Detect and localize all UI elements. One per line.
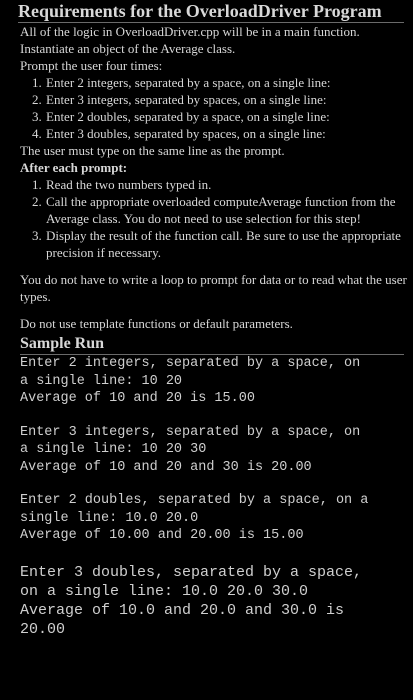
console-line: a single line: 10 20 30	[20, 442, 207, 457]
step-item: 2. Call the appropriate overloaded computeAverage function from the Average class. You do not need to use selection for this step!	[32, 194, 396, 226]
prompt-item: 1. Enter 2 integers, separated by a space, on a single line:	[32, 75, 331, 90]
sample-run-block	[20, 492, 407, 545]
intro-line-2: Instantiate an object of the Average class.	[20, 41, 236, 56]
console-line: a single line: 10 20	[20, 373, 183, 389]
prompt-item: 3. Enter 2 doubles, separated by a space, on a single line:	[32, 109, 330, 124]
after-prompt-heading: After each prompt:	[20, 160, 128, 175]
sample-run-block	[20, 355, 407, 408]
step-item: 1. Read the two numbers typed in.	[32, 177, 212, 192]
console-line: Enter 3 doubles, separated by a space,	[20, 563, 363, 581]
prompt-list	[32, 74, 409, 142]
step-list	[32, 176, 409, 261]
sample-run-block	[20, 424, 407, 477]
intro-line-3: Prompt the user four times:	[20, 58, 163, 73]
step-item: 3. Display the result of the function call. Be sure to use the appropriate precision if necessary.	[32, 228, 401, 260]
console-line: Enter 2 integers, separated by a space, on	[20, 356, 361, 371]
sample-run-block	[20, 563, 407, 639]
page-title: Requirements for the OverloadDriver Program	[18, 1, 382, 21]
console-line: 20.00	[20, 620, 66, 638]
console-line: Enter 2 doubles, separated by a space, on a	[20, 493, 369, 508]
requirements-body	[0, 23, 413, 332]
prompt-item: 4. Enter 3 doubles, separated by spaces, on a single line:	[32, 126, 326, 141]
console-line: Enter 3 integers, separated by a space, on	[20, 424, 361, 440]
sample-run-heading: Sample Run	[20, 335, 105, 352]
note-loop: You do not have to write a loop to prompt for data or to read what the user types.	[20, 272, 407, 304]
intro-line-1: All of the logic in OverloadDriver.cpp will be in a main function.	[20, 24, 360, 39]
console-line: on a single line: 10.0 20.0 30.0	[20, 582, 309, 600]
sample-run-output	[0, 355, 413, 639]
console-line: Average of 10.0 and 20.0 and 30.0 is	[20, 601, 345, 619]
console-line: Average of 10 and 20 is 15.00	[20, 391, 255, 406]
console-line: Average of 10 and 20 and 30 is 20.00	[20, 459, 312, 475]
console-line: single line: 10.0 20.0	[20, 510, 199, 526]
note-template: Do not use template functions or default parameters.	[20, 316, 293, 331]
same-line-note: The user must type on the same line as the prompt.	[20, 143, 285, 158]
prompt-item: 2. Enter 3 integers, separated by spaces, on a single line:	[32, 92, 327, 107]
console-line: Average of 10.00 and 20.00 is 15.00	[20, 528, 304, 543]
